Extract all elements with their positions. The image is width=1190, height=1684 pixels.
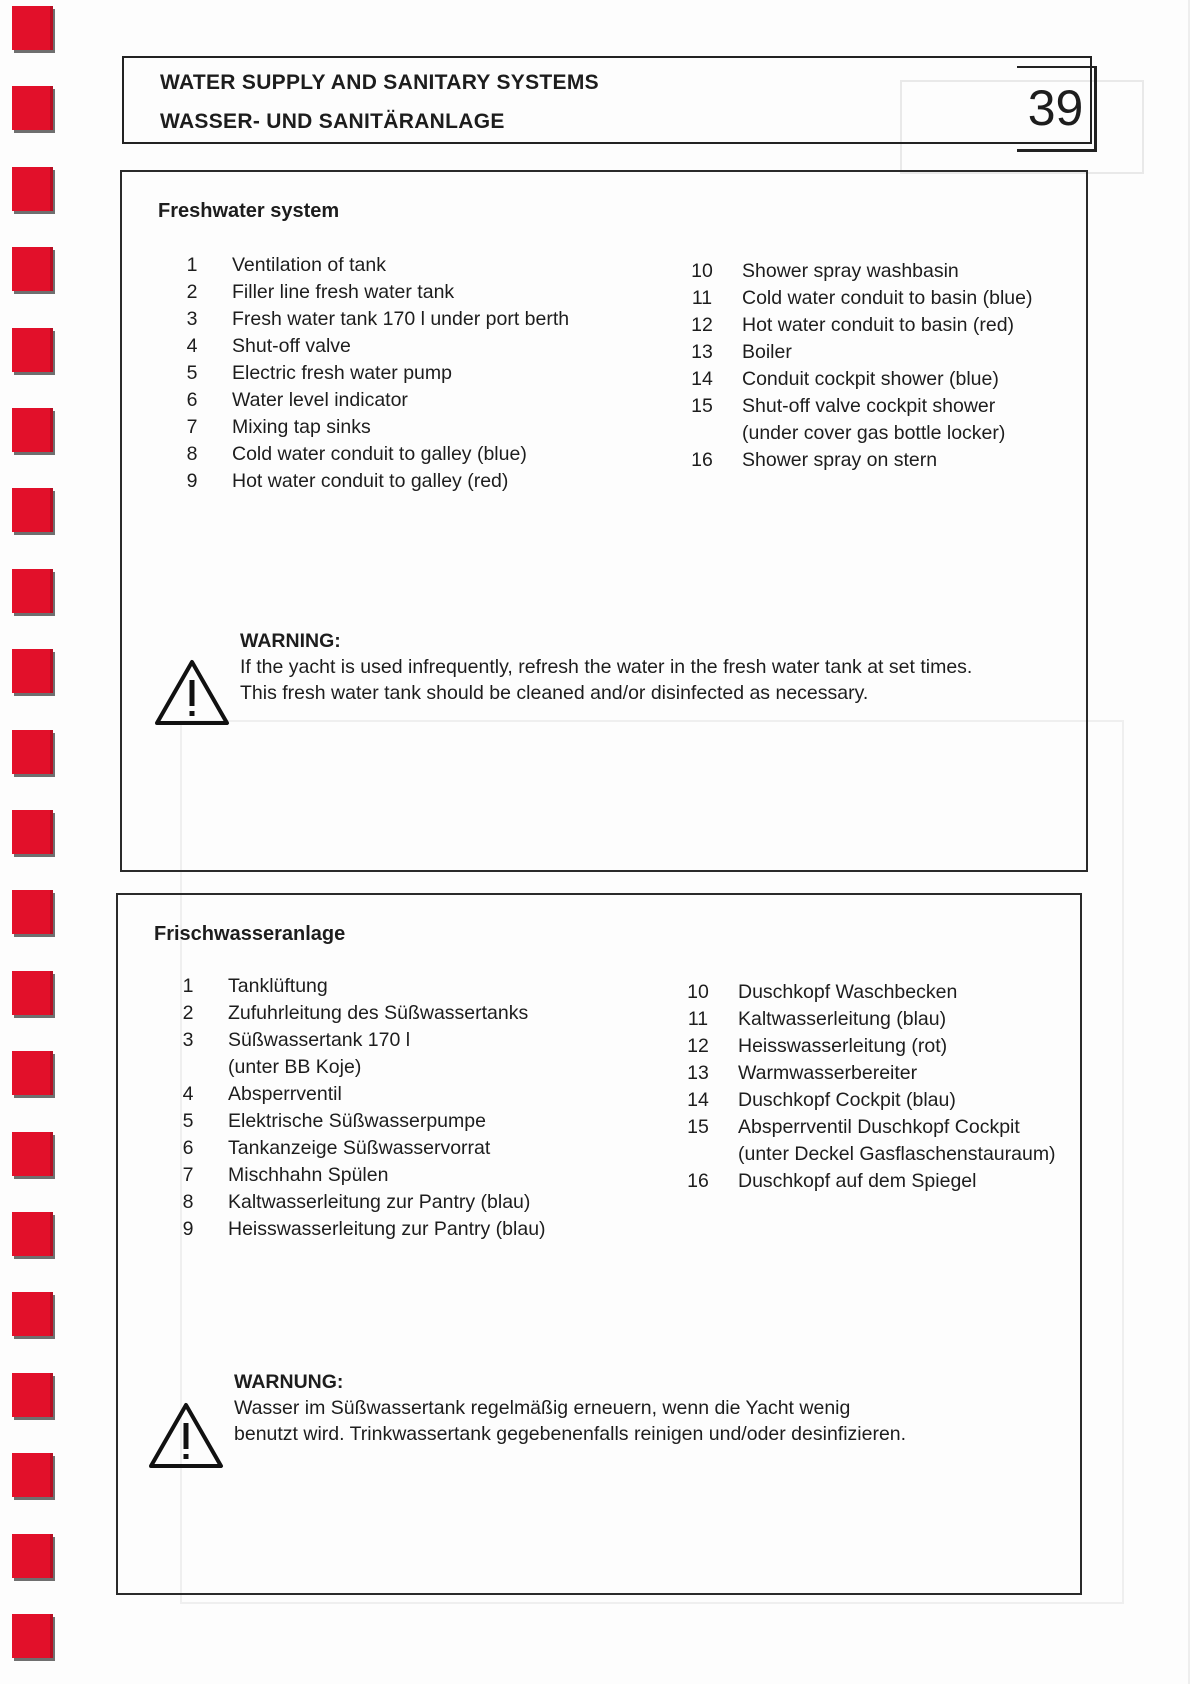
legend-item: 3 Fresh water tank 170 l under port berth bbox=[186, 308, 570, 330]
binding-tab bbox=[12, 1453, 53, 1497]
binding-tab bbox=[12, 810, 53, 854]
legend-item: 5 Electric fresh water pump bbox=[186, 362, 452, 384]
legend-item: 13 Boiler bbox=[691, 341, 792, 363]
binding-tab bbox=[12, 6, 53, 50]
chapter-title-de: WASSER- UND SANITÄRANLAGE bbox=[160, 110, 505, 133]
legend-item: 11 Cold water conduit to basin (blue) bbox=[691, 287, 1033, 309]
legend-item: 15 Shut-off valve cockpit shower (under cover gas bottle locker) bbox=[691, 395, 1006, 444]
legend-item: 6 Tankanzeige Süßwasservorrat bbox=[182, 1137, 491, 1159]
legend-item: 14 Duschkopf Cockpit (blau) bbox=[687, 1089, 956, 1111]
legend-item: 16 Shower spray on stern bbox=[691, 449, 938, 471]
binding-tab bbox=[12, 247, 53, 291]
binding-tab bbox=[12, 730, 53, 774]
binding-tab bbox=[12, 971, 53, 1015]
section-title: Frischwasseranlage bbox=[154, 923, 346, 945]
spiral-binding bbox=[12, 0, 52, 1684]
page-number: 39 bbox=[1017, 66, 1097, 152]
binding-tab bbox=[12, 1614, 53, 1658]
binding-tab bbox=[12, 1132, 53, 1176]
freshwater-system-section bbox=[120, 170, 1088, 872]
binding-tab bbox=[12, 167, 53, 211]
legend-item: 9 Hot water conduit to galley (red) bbox=[186, 470, 509, 492]
legend-item: 2 Filler line fresh water tank bbox=[186, 281, 455, 303]
chapter-title-en: WATER SUPPLY AND SANITARY SYSTEMS bbox=[160, 71, 599, 94]
warning-text bbox=[234, 1369, 906, 1447]
binding-tab bbox=[12, 649, 53, 693]
legend-item: 9 Heisswasserleitung zur Pantry (blau) bbox=[182, 1218, 546, 1240]
warning-line-2: benutzt wird. Trinkwassertank gegebenenfalls reinigen und/oder desinfizieren. bbox=[234, 1423, 907, 1445]
legend-item: 13 Warmwasserbereiter bbox=[687, 1062, 918, 1084]
binding-tab bbox=[12, 1373, 53, 1417]
legend-item: 2 Zufuhrleitung des Süßwassertanks bbox=[182, 1002, 529, 1024]
legend-item: 7 Mischhahn Spülen bbox=[182, 1164, 389, 1186]
legend-item: 8 Kaltwasserleitung zur Pantry (blau) bbox=[182, 1191, 531, 1213]
binding-tab bbox=[12, 1534, 53, 1578]
legend-item: 12 Hot water conduit to basin (red) bbox=[691, 314, 1015, 336]
warning-line-2: This fresh water tank should be cleaned and/or disinfected as necessary. bbox=[240, 682, 869, 704]
warning-heading: WARNING: bbox=[240, 630, 341, 652]
binding-tab bbox=[12, 1051, 53, 1095]
legend-item: 11 Kaltwasserleitung (blau) bbox=[687, 1008, 947, 1030]
legend-item: 6 Water level indicator bbox=[186, 389, 408, 411]
binding-tab bbox=[12, 488, 53, 532]
warning-line-1: Wasser im Süßwassertank regelmäßig erneuern, wenn die Yacht wenig bbox=[234, 1397, 851, 1419]
legend-item: 4 Absperrventil bbox=[182, 1083, 342, 1105]
warning-triangle-icon bbox=[154, 658, 230, 726]
frischwasseranlage-section bbox=[116, 893, 1082, 1595]
binding-tab bbox=[12, 86, 53, 130]
legend-item: 10 Shower spray washbasin bbox=[691, 260, 959, 282]
legend-item: 16 Duschkopf auf dem Spiegel bbox=[687, 1170, 977, 1192]
legend-item: 3 Süßwassertank 170 l (unter BB Koje) bbox=[182, 1029, 411, 1078]
legend-item: 15 Absperrventil Duschkopf Cockpit (unter Deckel Gasflaschenstauraum) bbox=[687, 1116, 1056, 1165]
section-title: Freshwater system bbox=[158, 200, 340, 222]
legend-item: 5 Elektrische Süßwasserpumpe bbox=[182, 1110, 486, 1132]
legend-item: 4 Shut-off valve bbox=[186, 335, 351, 357]
legend-list-left bbox=[162, 973, 546, 1243]
binding-tab bbox=[12, 569, 53, 613]
warning-text bbox=[240, 628, 972, 706]
binding-tab bbox=[12, 408, 53, 452]
legend-list-right bbox=[676, 258, 1033, 474]
binding-tab bbox=[12, 328, 53, 372]
warning-triangle-icon bbox=[148, 1401, 224, 1469]
legend-item: 14 Conduit cockpit shower (blue) bbox=[691, 368, 999, 390]
legend-item: 8 Cold water conduit to galley (blue) bbox=[186, 443, 527, 465]
binding-tab bbox=[12, 1212, 53, 1256]
binding-tab bbox=[12, 890, 53, 934]
legend-list-left bbox=[166, 252, 569, 495]
chapter-header bbox=[122, 56, 1092, 144]
legend-list-right bbox=[672, 979, 1056, 1195]
warning-line-1: If the yacht is used infrequently, refresh the water in the fresh water tank at set times. bbox=[240, 656, 973, 678]
binding-tab bbox=[12, 1292, 53, 1336]
legend-item: 7 Mixing tap sinks bbox=[186, 416, 371, 438]
legend-item: 10 Duschkopf Waschbecken bbox=[687, 981, 958, 1003]
warning-heading: WARNUNG: bbox=[234, 1371, 344, 1393]
legend-item: 1 Ventilation of tank bbox=[186, 254, 386, 276]
legend-item: 1 Tanklüftung bbox=[182, 975, 328, 997]
legend-item: 12 Heisswasserleitung (rot) bbox=[687, 1035, 948, 1057]
